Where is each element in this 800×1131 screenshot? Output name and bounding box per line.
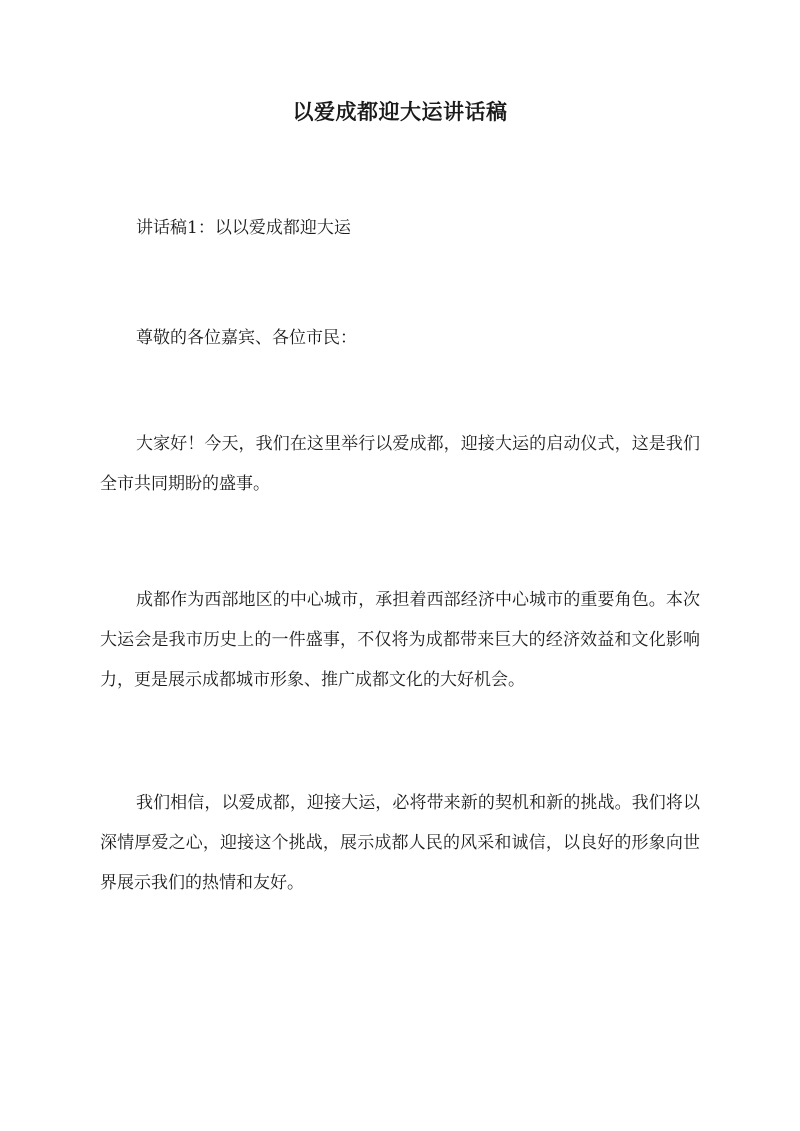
speech-subtitle: 讲话稿1：以以爱成都迎大运 (136, 218, 351, 238)
paragraph-opening: 大家好！今天，我们在这里举行以爱成都，迎接大运的启动仪式，这是我们全市共同期盼的盛事。 (100, 434, 700, 494)
paragraph-city-role: 成都作为西部地区的中心城市，承担着西部经济中心城市的重要角色。本次大运会是我市历史上的一件盛事，不仅将为成都带来巨大的经济效益和文化影响力，更是展示成都城市形象、推广成都文化的大好机会。 (100, 590, 700, 690)
document-title: 以爱成都迎大运讲话稿 (292, 99, 508, 124)
paragraph-closing: 我们相信，以爱成都，迎接大运，必将带来新的契机和新的挑战。我们将以深情厚爱之心，迎接这个挑战，展示成都人民的风采和诚信，以良好的形象向世界展示我们的热情和友好。 (100, 793, 700, 893)
speech-greeting: 尊敬的各位嘉宾、各位市民： (136, 328, 357, 348)
